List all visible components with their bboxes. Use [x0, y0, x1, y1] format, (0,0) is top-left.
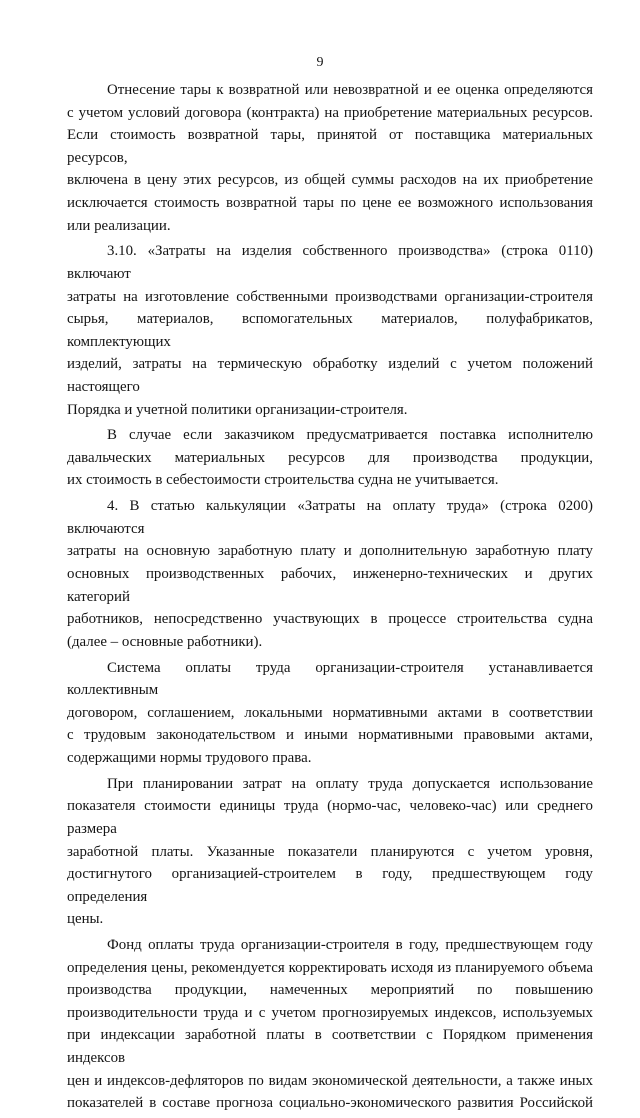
- text-line: При планировании затрат на оплату труда допускается использование: [107, 775, 593, 792]
- text-line: производства продукции, намеченных мероприятий по повышению: [67, 982, 593, 999]
- text-line: (далее – основные работники).: [67, 633, 263, 650]
- text-line: с трудовым законодательством и иными нормативными правовыми актами,: [67, 727, 593, 744]
- page-number: 9: [316, 55, 324, 70]
- paragraph: [67, 79, 593, 237]
- text-line: давальческих материальных ресурсов для производства продукции,: [67, 449, 593, 466]
- text-line: сырья, материалов, вспомогательных материалов, полуфабрикатов, комплектующих: [67, 311, 593, 350]
- text-line: изделий, затраты на термическую обработку изделий с учетом положений настоящего: [67, 356, 593, 395]
- text-line: исключается стоимость возвратной тары по цене ее возможного использования: [67, 194, 593, 211]
- text-line: Отнесение тары к возвратной или невозвратной и ее оценка определяются: [107, 82, 593, 98]
- text-line: затраты на изготовление собственными производствами организации-строителя: [67, 288, 593, 305]
- text-line: с учетом условий договора (контракта) на приобретение материальных ресурсов.: [67, 104, 593, 121]
- text-line: В случае если заказчиком предусматривается поставка исполнителю: [107, 427, 593, 444]
- text-line: заработной платы. Указанные показатели планируются с учетом уровня,: [67, 843, 593, 860]
- text-line: Система оплаты труда организации-строителя устанавливается коллективным: [67, 659, 593, 699]
- text-line: достигнутого организацией-строителем в году, предшествующем году определения: [67, 866, 593, 905]
- text-line: определения цены, рекомендуется корректировать исходя из планируемого объема: [67, 959, 593, 976]
- text-line: цен и индексов-дефляторов по видам экономической деятельности, а также иных: [67, 1072, 593, 1089]
- text-line: затраты на основную заработную плату и дополнительную заработную плату: [67, 543, 593, 560]
- text-line: 4. В статью калькуляции «Затраты на оплату труда» (строка 0200) включаются: [67, 498, 593, 537]
- paragraph: [67, 773, 593, 931]
- text-line: договором, соглашением, локальными нормативными актами в соответствии: [67, 704, 593, 721]
- text-line: показателя стоимости единицы труда (нормо-час, человеко-час) или среднего размера: [67, 798, 593, 837]
- paragraph: [67, 934, 593, 1115]
- paragraph: [67, 495, 593, 653]
- paragraph: [67, 657, 593, 770]
- text-line: их стоимость в себестоимости строительства судна не учитывается.: [67, 472, 499, 489]
- text-line: Если стоимость возвратной тары, принятой от поставщика материальных ресурсов,: [67, 127, 593, 166]
- paragraph: [67, 240, 593, 421]
- text-line: включена в цену этих ресурсов, из общей суммы расходов на их приобретение: [67, 172, 593, 189]
- text-line: цены.: [67, 911, 104, 928]
- text-line: Фонд оплаты труда организации-строителя в году, предшествующем году: [107, 937, 593, 954]
- text-line: Порядка и учетной политики организации-строителя.: [67, 401, 408, 418]
- text-line: при индексации заработной платы в соответствии с Порядком применения индексов: [67, 1027, 593, 1067]
- text-line: показателей в составе прогноза социально-экономического развития Российской: [67, 1095, 593, 1112]
- text-line: производительности труда и с учетом прогнозируемых индексов, используемых: [67, 1004, 593, 1021]
- document-body: [67, 79, 593, 1118]
- text-line: 3.10. «Затраты на изделия собственного производства» (строка 0110) включают: [67, 243, 593, 282]
- text-line: основных производственных рабочих, инженерно-технических и других категорий: [67, 566, 593, 605]
- text-line: работников, непосредственно участвующих в процессе строительства судна: [67, 611, 593, 628]
- paragraph: [67, 424, 593, 492]
- text-line: или реализации.: [67, 217, 171, 234]
- text-line: содержащими нормы трудового права.: [67, 749, 312, 766]
